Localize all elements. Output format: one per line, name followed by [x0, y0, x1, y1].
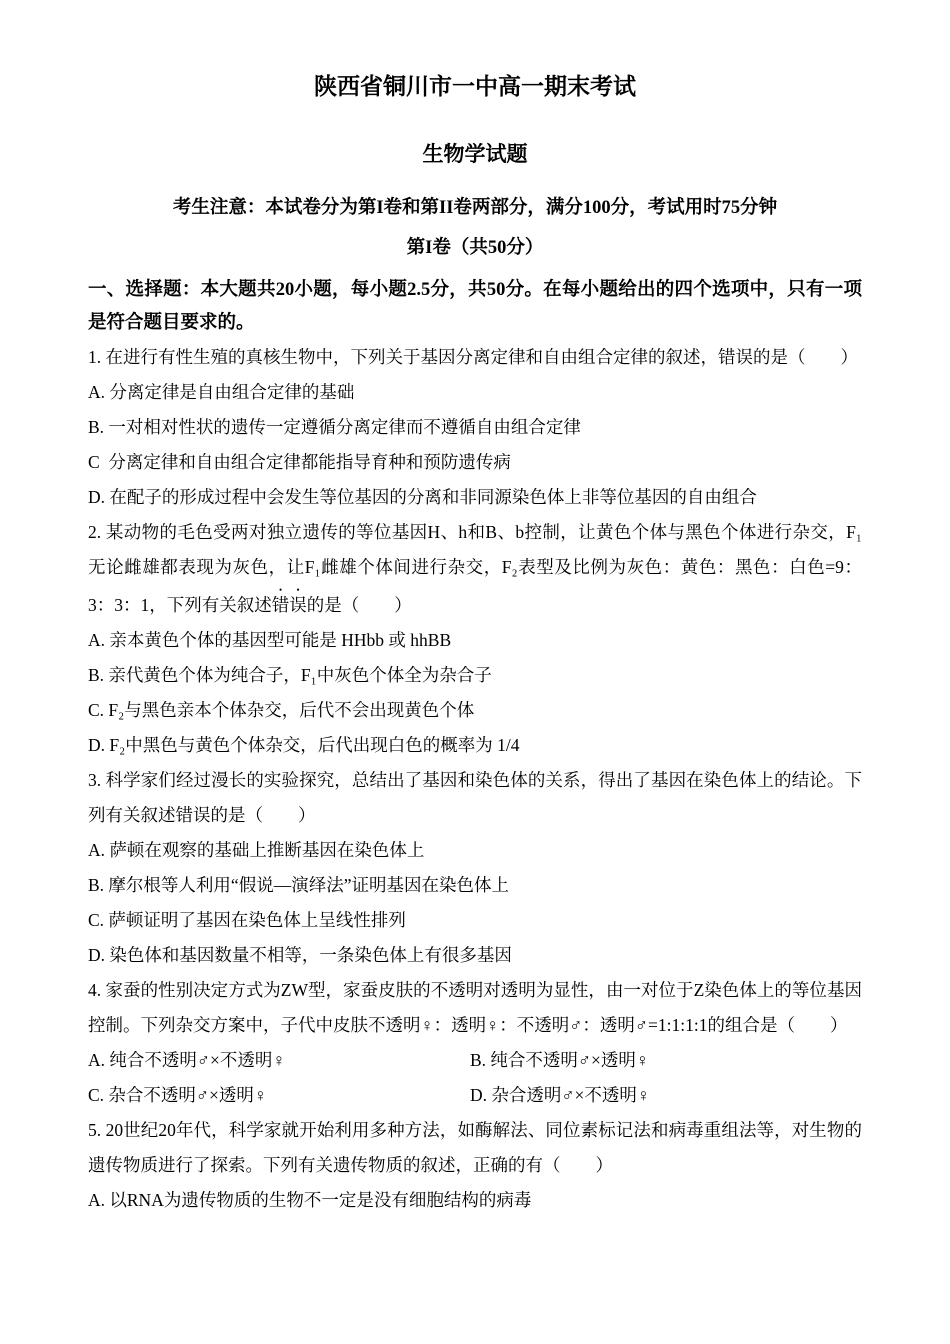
question-4-option-d: D. 杂合透明♂×不透明♀	[470, 1085, 651, 1105]
question-3-option-a: A. 萨顿在观察的基础上推断基因在染色体上	[88, 840, 425, 860]
volume-heading: 第I卷（共50分）	[406, 238, 544, 258]
paper-header	[88, 72, 862, 340]
question-1-option-d: D. 在配子的形成过程中会发生等位基因的分离和非同源染色体上非等位基因的自由组合	[88, 487, 757, 507]
question-4-stem: 4. 家蚕的性别决定方式为ZW型，家蚕皮肤的不透明对透明为显性，由一对位于Z染色体上的等位基因控制。下列杂交方案中，子代中皮肤不透明♀：透明♀：不透明♂：透明♂=1:1:1:1的组合是（ ）	[88, 980, 862, 1035]
paper-subtitle: 生物学试题	[422, 142, 528, 166]
section-heading: 一、选择题：本大题共20小题，每小题2.5分，共50分。在每小题给出的四个选项中，只有一项是符合题目要求的。	[88, 280, 862, 333]
question-1-option-b: B. 一对相对性状的遗传一定遵循分离定律而不遵循自由组合定律	[88, 417, 581, 437]
paper-title: 陕西省铜川市一中高一期末考试	[314, 74, 636, 99]
question-3-stem: 3. 科学家们经过漫长的实验探究，总结出了基因和染色体的关系，得出了基因在染色体上的结论。下列有关叙述错误的是（ ）	[88, 770, 862, 825]
question-2-stem	[88, 515, 862, 623]
question-4-option-b: B. 纯合不透明♂×透明♀	[470, 1050, 650, 1070]
question-3-option-d: D. 染色体和基因数量不相等，一条染色体上有很多基因	[88, 945, 512, 965]
question-5-option-a: A. 以RNA为遗传物质的生物不一定是没有细胞结构的病毒	[88, 1190, 532, 1210]
question-1	[88, 340, 862, 515]
question-1-option-c: C 分离定律和自由组合定律都能指导育种和预防遗传病	[88, 452, 511, 472]
question-2-stem-text: 2. 某动物的毛色受两对独立遗传的等位基因H、h和B、b控制，让黄色个体与黑色个体进行杂交，F₁无论雌雄都表现为灰色，让F₁雌雄个体间进行杂交，F₂表型及比例为灰色：黄色：黑色：白色=9：3：3：1，下列有关叙述	[88, 522, 862, 615]
question-3	[88, 763, 862, 973]
question-4-options	[88, 1043, 862, 1113]
question-2-stem-emphasis: 错误	[271, 595, 307, 615]
question-2-option-d: D. F₂中黑色与黄色个体杂交，后代出现白色的概率为 1/4	[88, 735, 520, 755]
question-5-stem: 5. 20世纪20年代，科学家就开始利用多种方法，如酶解法、同位素标记法和病毒重组法等，对生物的遗传物质进行了探索。下列有关遗传物质的叙述，正确的有（ ）	[88, 1120, 862, 1175]
candidate-notice: 考生注意：本试卷分为第I卷和第II卷两部分，满分100分，考试用时75分钟	[172, 198, 778, 218]
question-5	[88, 1113, 862, 1218]
question-2	[88, 515, 862, 763]
question-2-option-b: B. 亲代黄色个体为纯合子，F₁中灰色个体全为杂合子	[88, 665, 492, 685]
question-4-option-a: A. 纯合不透明♂×不透明♀	[88, 1050, 286, 1070]
question-2-option-c: C. F₂与黑色亲本个体杂交，后代不会出现黄色个体	[88, 700, 475, 720]
question-1-option-a: A. 分离定律是自由组合定律的基础	[88, 382, 355, 402]
question-3-option-b: B. 摩尔根等人利用“假说—演绎法”证明基因在染色体上	[88, 875, 509, 895]
question-3-option-c: C. 萨顿证明了基因在染色体上呈线性排列	[88, 910, 406, 930]
question-4-option-c: C. 杂合不透明♂×透明♀	[88, 1085, 268, 1105]
question-1-stem: 1. 在进行有性生殖的真核生物中，下列关于基因分离定律和自由组合定律的叙述，错误的是（ ）	[88, 347, 858, 367]
question-4	[88, 973, 862, 1113]
question-2-option-a: A. 亲本黄色个体的基因型可能是 HHbb 或 hhBB	[88, 630, 452, 650]
question-2-stem-tail: 的是（ ）	[306, 595, 412, 615]
questions-area	[88, 340, 862, 1218]
